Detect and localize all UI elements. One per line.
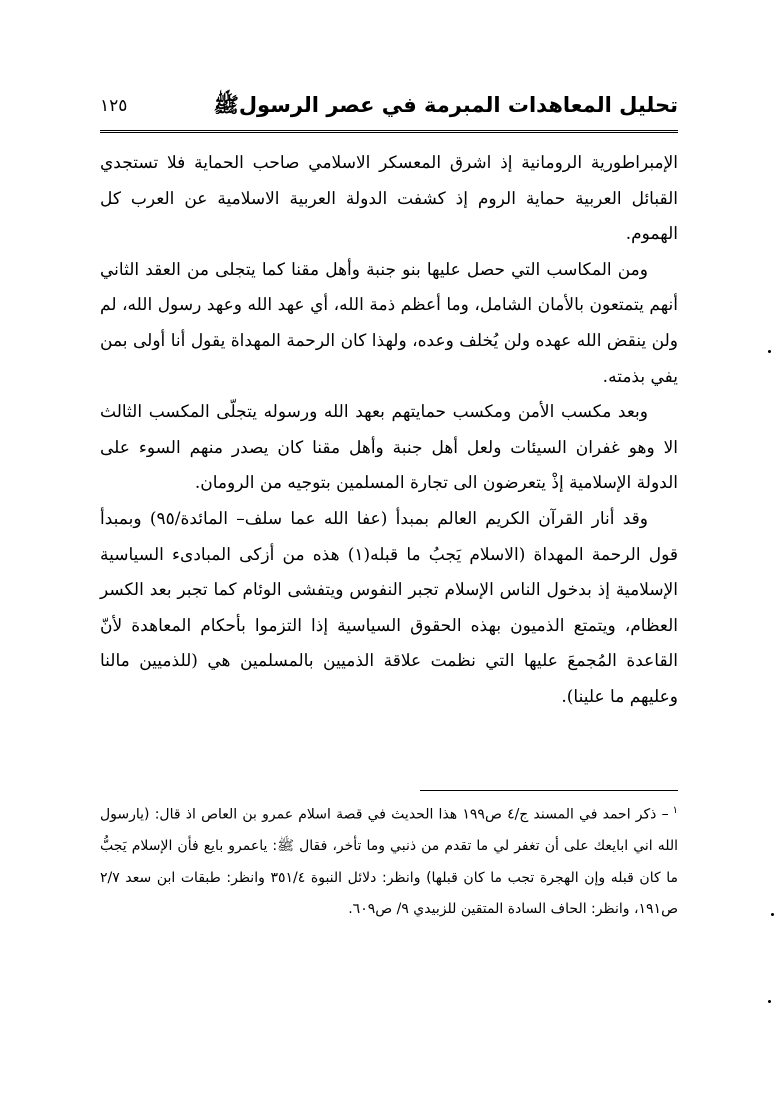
scan-speck xyxy=(771,913,774,916)
header-rule xyxy=(100,130,678,133)
footnote-separator xyxy=(420,790,678,791)
scan-speck xyxy=(768,350,771,353)
footnote-text: – ذكر احمد في المسند ج/٤ ص١٩٩ هذا الحديث في قصة اسلام عمرو بن العاص اذ قال: (يارسول الله اني ابايعك على أن تغفر لي ما تقدم من ذنبي وما تأخر، فقال ﷺ: ياعمرو بايع فأن الإسلام يَجبُّ ما كان قبله وإن الهجرة تجب ما كان قبلها) وانظر: دلائل النبوة ٣٥١/٤ وانظر: طبقات ابن سعد ٢/٧ ص١٩١، وانظر: الحاف السادة المتقين للزبيدي ٩/ ص٦٠٩. xyxy=(100,806,678,918)
scan-speck xyxy=(768,1000,771,1003)
footnote-marker: ١ xyxy=(672,805,678,816)
footnote xyxy=(100,795,678,926)
paragraph: وقد أنار القرآن الكريم العالم بمبدأ (عفا الله عما سلف– المائدة/٩٥) وبمبدأ قول الرحمة المهداة (الاسلام يَجبُ ما قبله(١) هذه من أزكى المبادىء السياسية الإسلامية إذ بدخول الناس الإسلام تجبر النفوس ويتفشى الوئام كما تجبر بعد الكسر العظام، ويتمتع الذميون بهذه الحقوق السياسية إذا التزموا بأحكام المعاهدة لأنّ القاعدة المُجمعَ عليها التي نظمت علاقة الذميين بالمسلمين هي (للذميين مالنا وعليهم ما علينا). xyxy=(100,508,678,707)
paragraph: ومن المكاسب التي حصل عليها بنو جنبة وأهل مقنا كما يتجلى من العقد الثاني أنهم يتمتعون بالأمان الشامل، وما أعظم ذمة الله، أي عهد الله وعهد رسول الله، لم ولن ينقض الله عهده ولن يُخلف وعده، ولهذا كان الرحمة المهداة يقول أنا أولى بمن يفي بذمته. xyxy=(100,259,678,387)
running-header xyxy=(100,88,678,126)
body-text xyxy=(100,146,678,716)
paragraph: الإمبراطورية الرومانية إذ اشرق المعسكر الاسلامي صاحب الحماية فلا تستجدي القبائل العربية حماية الروم إذ كشفت الدولة العربية الاسلامية عن العرب كل الهموم. xyxy=(100,153,678,245)
paragraph: وبعد مكسب الأمن ومكسب حمايتهم بعهد الله ورسوله يتجلّى المكسب الثالث الا وهو غفران السيئات ولعل أهل جنبة وأهل مقنا كان يصدر منهم السوء على الدولة الإسلامية إذْ يتعرضون الى تجارة المسلمين بتوجيه من الرومان. xyxy=(100,402,678,494)
page-number: ١٢٥ xyxy=(100,96,128,116)
footnotes xyxy=(100,795,678,926)
running-header-title: تحليل المعاهدات المبرمة في عصر الرسولﷺ xyxy=(213,93,678,117)
